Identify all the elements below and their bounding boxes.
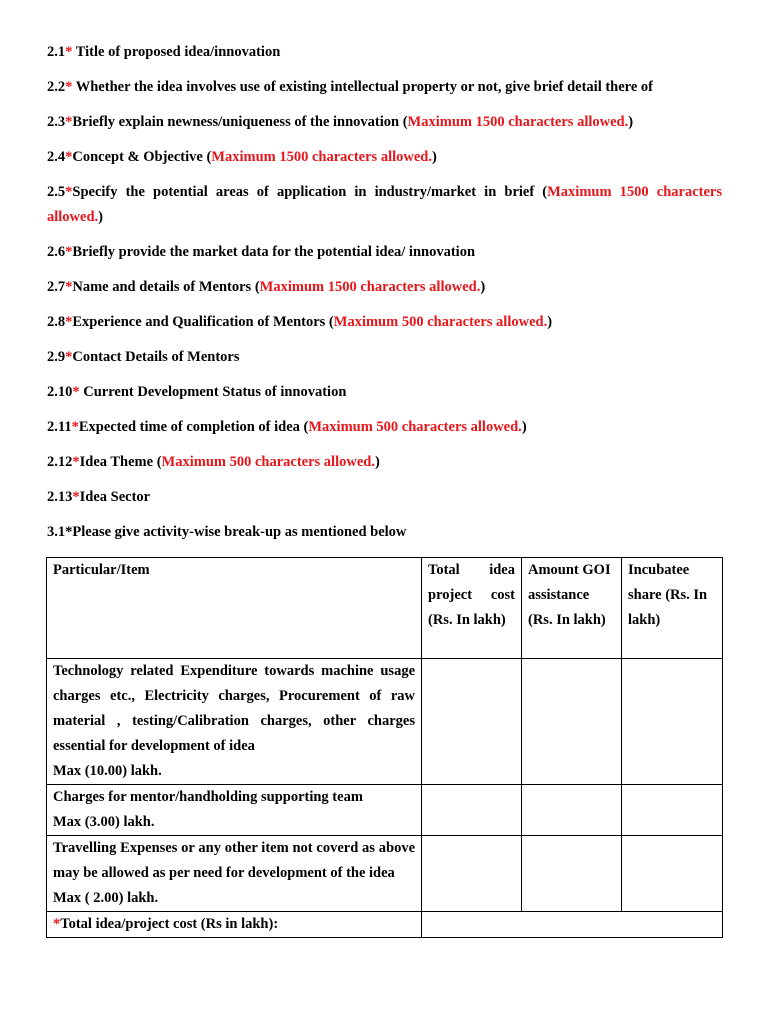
question-2-1: 2.1* Title of proposed idea/innovation [47, 44, 281, 60]
question-2-10: 2.10* Current Development Status of innovation [47, 384, 347, 400]
char-limit-note: Maximum 1500 characters allowed. [259, 279, 481, 295]
question-2-5: 2.5*Specify the potential areas of application in industry/market in brief (Maximum 1500 characters allowed.) [47, 184, 722, 225]
required-marker: * [72, 384, 80, 400]
form-section-2 [47, 40, 722, 555]
header-incubatee-share: Incubatee share (Rs. In lakh) [622, 558, 723, 659]
question-2-2: 2.2* Whether the idea involves use of existing intellectual property or not, give brief detail there of [47, 79, 653, 95]
question-2-13: 2.13*Idea Sector [47, 489, 151, 505]
row-travelling-expenses: Travelling Expenses or any other item not coverd as above may be allowed as per need for development of the idea Max ( 2.00) lakh. [47, 836, 422, 912]
activity-breakup-table [46, 557, 723, 938]
required-marker: * [65, 349, 73, 365]
question-2-7: 2.7*Name and details of Mentors (Maximum 1500 characters allowed.) [47, 279, 486, 295]
char-limit-note: Maximum 500 characters allowed. [161, 454, 375, 470]
table-row [47, 836, 723, 912]
table-row [47, 659, 723, 785]
required-marker: * [65, 149, 73, 165]
section-3-1-title: 3.1*Please give activity-wise break-up as mentioned below [47, 524, 407, 540]
required-marker: * [71, 419, 79, 435]
total-value-cell[interactable] [422, 912, 723, 938]
char-limit-note: Maximum 500 characters allowed. [333, 314, 548, 330]
required-marker: * [65, 184, 73, 200]
char-limit-note: Maximum 1500 characters allowed. [407, 114, 629, 130]
required-marker: * [65, 79, 73, 95]
cell-goi-assistance[interactable] [522, 836, 622, 912]
table-total-row [47, 912, 723, 938]
question-2-4: 2.4*Concept & Objective (Maximum 1500 characters allowed.) [47, 149, 437, 165]
char-limit-note: Maximum 1500 characters allowed. [211, 149, 432, 165]
required-marker: * [72, 489, 80, 505]
cell-incubatee-share[interactable] [622, 836, 723, 912]
total-label-cell: *Total idea/project cost (Rs in lakh): [47, 912, 422, 938]
cell-incubatee-share[interactable] [622, 785, 723, 836]
char-limit-note: Maximum 500 characters allowed. [308, 419, 522, 435]
question-2-12: 2.12*Idea Theme (Maximum 500 characters allowed.) [47, 454, 380, 470]
question-2-6: 2.6*Briefly provide the market data for the potential idea/ innovation [47, 244, 476, 260]
row-mentor-charges: Charges for mentor/handholding supporting team Max (3.00) lakh. [47, 785, 422, 836]
table-row [47, 785, 723, 836]
row-technology-expenditure: Technology related Expenditure towards machine usage charges etc., Electricity charges, Procurement of raw material , testing/Calibration charges, other charges essential for development of idea Max (10.00) lakh. [47, 659, 422, 785]
header-particular: Particular/Item [47, 558, 422, 659]
header-total-cost: Total idea project cost (Rs. In lakh) [422, 558, 522, 659]
table-header-row [47, 558, 723, 659]
header-goi-assistance: Amount GOI assistance (Rs. In lakh) [522, 558, 622, 659]
cell-total-cost[interactable] [422, 659, 522, 785]
question-2-8: 2.8*Experience and Qualification of Mentors (Maximum 500 characters allowed.) [47, 314, 553, 330]
required-marker: * [65, 244, 73, 260]
cell-total-cost[interactable] [422, 785, 522, 836]
required-marker: * [65, 279, 73, 295]
required-marker: * [72, 454, 80, 470]
char-limit-note: Maximum 1500 characters allowed. [47, 184, 722, 225]
cell-goi-assistance[interactable] [522, 659, 622, 785]
required-marker: * [65, 114, 73, 130]
question-2-11: 2.11*Expected time of completion of idea (Maximum 500 characters allowed.) [47, 419, 527, 435]
required-marker: * [53, 916, 61, 932]
question-2-9: 2.9*Contact Details of Mentors [47, 349, 240, 365]
required-marker: * [65, 44, 73, 60]
cell-total-cost[interactable] [422, 836, 522, 912]
question-2-3: 2.3*Briefly explain newness/uniqueness of the innovation (Maximum 1500 characters allowed.) [47, 114, 634, 130]
cell-goi-assistance[interactable] [522, 785, 622, 836]
cell-incubatee-share[interactable] [622, 659, 723, 785]
required-marker: * [65, 314, 73, 330]
